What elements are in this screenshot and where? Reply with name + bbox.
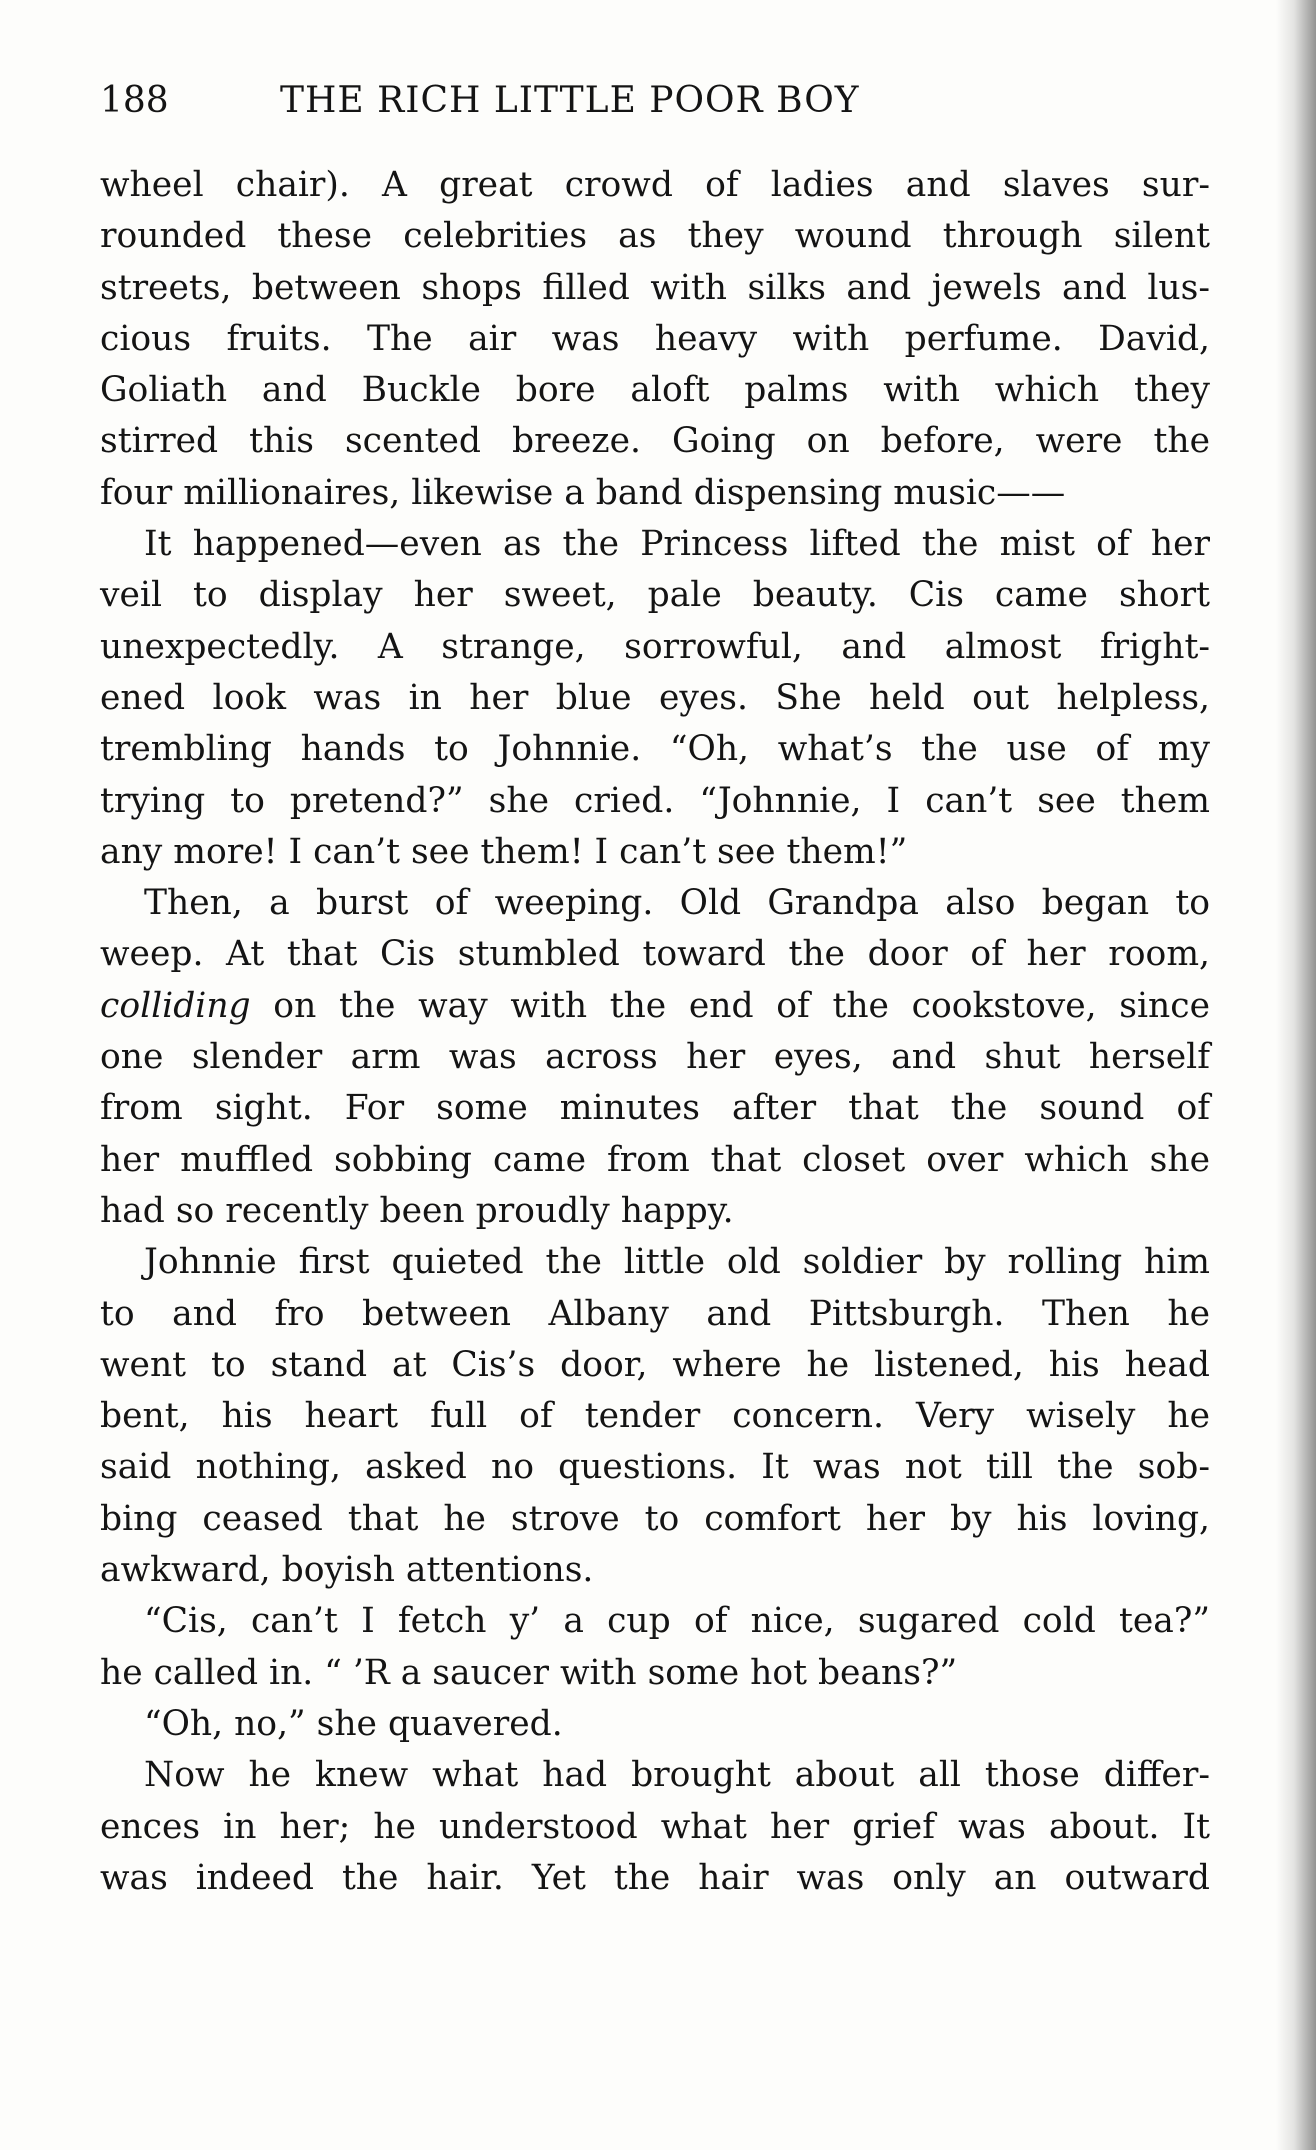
running-title: THE RICH LITTLE POOR BOY [280,80,860,121]
text-line: went to stand at Cis’s door, where he listened, his head [100,1344,1210,1385]
text-line: weep. At that Cis stumbled toward the door of her room, [100,934,1210,975]
page-edge-shadow [1276,0,1316,2150]
text-line: ened look was in her blue eyes. She held out helpless, [100,677,1210,718]
text-line: cious fruits. The air was heavy with perfume. David, [100,318,1210,359]
text-line: Johnnie first quieted the little old soldier by rolling him [144,1242,1210,1283]
text-line: was indeed the hair. Yet the hair was only an outward [100,1857,1210,1898]
body-text [100,160,1210,1904]
text-line: streets, between shops filled with silks and jewels and lus- [100,267,1210,308]
text-line: awkward, boyish attentions. [100,1550,594,1591]
text-line: Then, a burst of weeping. Old Grandpa also began to [144,883,1210,924]
text-line: bent, his heart full of tender concern. Very wisely he [100,1396,1210,1437]
text-line: Goliath and Buckle bore aloft palms with which they [100,370,1210,411]
page-header [100,76,1220,126]
text-line: trembling hands to Johnnie. “Oh, what’s the use of my [100,729,1210,770]
text-line: Now he knew what had brought about all those differ- [144,1755,1210,1796]
text-line: any more! I can’t see them! I can’t see them!” [100,831,908,872]
text-line: wheel chair). A great crowd of ladies and slaves sur- [100,165,1210,205]
text-line: ences in her; he understood what her grief was about. It [100,1806,1210,1847]
page-number: 188 [100,80,169,121]
text-line: from sight. For some minutes after that the sound of [100,1088,1210,1129]
text-line: bing ceased that he strove to comfort her by his loving, [100,1498,1210,1539]
text-line: It happened—even as the Princess lifted the mist of her [144,524,1210,565]
text-line: trying to pretend?” she cried. “Johnnie, I can’t see them [100,780,1210,821]
text-line: four millionaires, likewise a band dispensing music—— [100,472,1066,513]
text-line: had so recently been proudly happy. [100,1190,734,1231]
text-line: to and fro between Albany and Pittsburgh. Then he [100,1293,1210,1334]
text-line: unexpectedly. A strange, sorrowful, and almost fright- [100,626,1210,667]
text-line: said nothing, asked no questions. It was not till the sob- [100,1447,1210,1488]
text-line: veil to display her sweet, pale beauty. Cis came short [100,575,1210,616]
text-line: one slender arm was across her eyes, and shut herself [100,1037,1210,1078]
text-line: stirred this scented breeze. Going on before, were the [100,421,1210,462]
text-line-rest: on the way with the end of the cookstove, since [250,985,1210,1026]
text-line: he called in. “ ’R a saucer with some hot beans?” [100,1652,958,1693]
text-line-italic-start [100,981,1210,1032]
text-line: her muffled sobbing came from that closet over which she [100,1139,1210,1180]
text-line: “Oh, no,” she quavered. [144,1703,563,1744]
italic-word: colliding [100,985,251,1026]
text-line: “Cis, can’t I fetch y’ a cup of nice, sugared cold tea?” [144,1601,1210,1642]
text-line: rounded these celebrities as they wound through silent [100,216,1210,257]
